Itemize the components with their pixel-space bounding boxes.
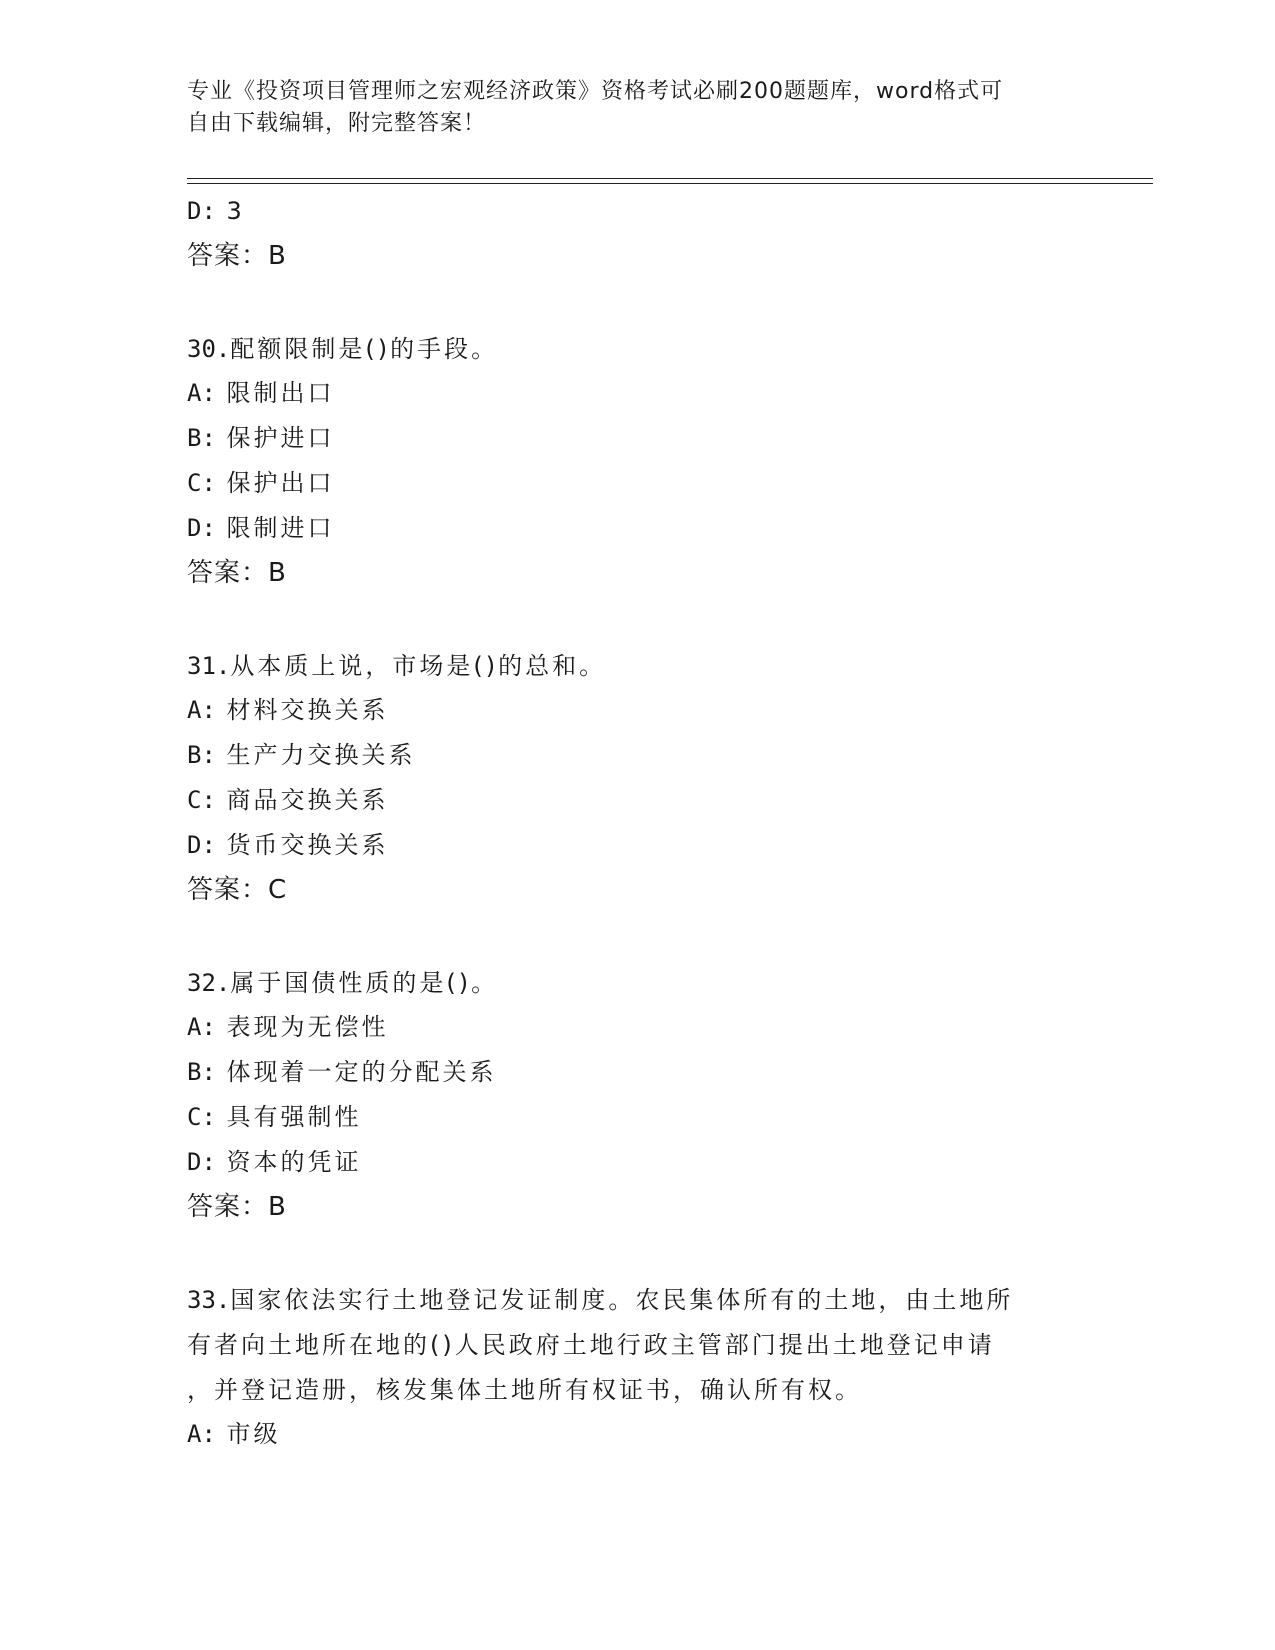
option-key: B: (187, 741, 216, 769)
question-text: 国家依法实行土地登记发证制度。农民集体所有的土地，由土地所 (230, 1286, 1014, 1314)
option-c (187, 462, 1087, 507)
option-key: B: (187, 1058, 216, 1086)
header-line-2: 自由下载编辑，附完整答案！ (187, 111, 487, 136)
question-stem (187, 327, 1087, 372)
option-b (187, 1051, 1087, 1096)
option-d (187, 507, 1087, 552)
document-header (187, 76, 1087, 140)
option-text: 商品交换关系 (226, 786, 389, 814)
answer-line: 答案：B (187, 558, 287, 588)
option-text: 限制出口 (226, 379, 335, 407)
option-text: 保护出口 (226, 469, 335, 497)
option-key: D: (187, 1148, 216, 1176)
option-text: 3 (226, 197, 245, 225)
option-text: 保护进口 (226, 424, 335, 452)
question-text: 属于国债性质的是()。 (230, 969, 499, 997)
answer-line: 答案：C (187, 875, 288, 905)
option-key: C: (187, 1103, 216, 1131)
question-stem (187, 1278, 1087, 1413)
option-text: 市级 (226, 1420, 281, 1448)
option-text: 资本的凭证 (226, 1148, 362, 1176)
option-a (187, 1413, 1087, 1458)
option-key: C: (187, 469, 216, 497)
option-c (187, 779, 1087, 824)
option-text: 货币交换关系 (226, 831, 389, 859)
option-d (187, 190, 1087, 235)
question-stem-line: 有者向土地所在地的()人民政府土地行政主管部门提出土地登记申请 (187, 1331, 995, 1359)
option-key: C: (187, 786, 216, 814)
option-key: A: (187, 1013, 216, 1041)
question-text: 配额限制是()的手段。 (230, 335, 499, 363)
option-d (187, 824, 1087, 869)
option-a (187, 689, 1087, 734)
option-text: 体现着一定的分配关系 (226, 1058, 497, 1086)
question-list (187, 190, 1087, 1458)
option-text: 材料交换关系 (226, 696, 389, 724)
header-divider-bottom (187, 183, 1153, 184)
option-text: 表现为无偿性 (226, 1013, 389, 1041)
option-key: D: (187, 514, 216, 542)
option-text: 具有强制性 (226, 1103, 362, 1131)
question-stem-line (187, 1278, 1087, 1323)
option-a (187, 372, 1087, 417)
header-divider-top (187, 178, 1153, 179)
option-key: A: (187, 1420, 216, 1448)
option-d (187, 1141, 1087, 1186)
question-stem (187, 644, 1087, 689)
option-key: D: (187, 831, 216, 859)
answer-line: 答案：B (187, 1192, 287, 1222)
question-number: 32. (187, 969, 231, 997)
option-key: A: (187, 696, 216, 724)
question-stem (187, 961, 1087, 1006)
option-text: 生产力交换关系 (226, 741, 416, 769)
option-b (187, 734, 1087, 779)
question-number: 30. (187, 335, 231, 363)
option-c (187, 1096, 1087, 1141)
option-a (187, 1006, 1087, 1051)
question-stem-line: ，并登记造册，核发集体土地所有权证书，确认所有权。 (187, 1376, 862, 1404)
option-key: A: (187, 379, 216, 407)
option-b (187, 417, 1087, 462)
option-key: D: (187, 197, 216, 225)
option-key: B: (187, 424, 216, 452)
header-line-1: 专业《投资项目管理师之宏观经济政策》资格考试必刷200题题库，word格式可 (187, 79, 1004, 104)
question-text: 从本质上说，市场是()的总和。 (230, 652, 607, 680)
option-text: 限制进口 (226, 514, 335, 542)
answer-line: 答案：B (187, 241, 287, 271)
question-number: 33. (187, 1286, 231, 1314)
question-number: 31. (187, 652, 231, 680)
